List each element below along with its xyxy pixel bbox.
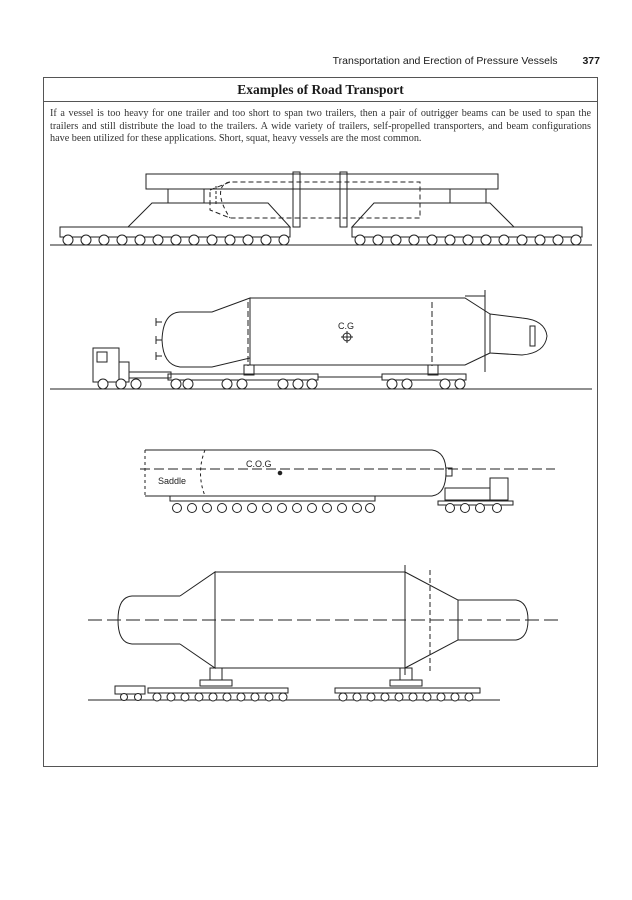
running-title: Transportation and Erection of Pressure Vessels <box>332 55 558 67</box>
figure-long-vessel-spmt <box>140 450 555 513</box>
figure-large-vessel-two-spmt <box>88 565 560 701</box>
figure-tractor-trailer-vessel <box>50 290 592 389</box>
page-number: 377 <box>582 55 600 67</box>
cog-label: C.G <box>338 321 355 331</box>
box-paragraph: If a vessel is too heavy for one trailer and too short to span two trailers, then a pair of outrigger beams can be used to span the trailers and still distribute the load to the trailers. A wide variety of trailers, self-propelled transporters, and beam configurations have been utilized for these applications. Short, squat, heavy vessels are the most common. <box>50 108 591 144</box>
saddle-label: Saddle <box>158 476 187 486</box>
cog-label-long: C.O.G <box>246 459 272 469</box>
box-title: Examples of Road Transport <box>44 78 597 102</box>
figure-outrigger-trailers <box>50 172 592 245</box>
